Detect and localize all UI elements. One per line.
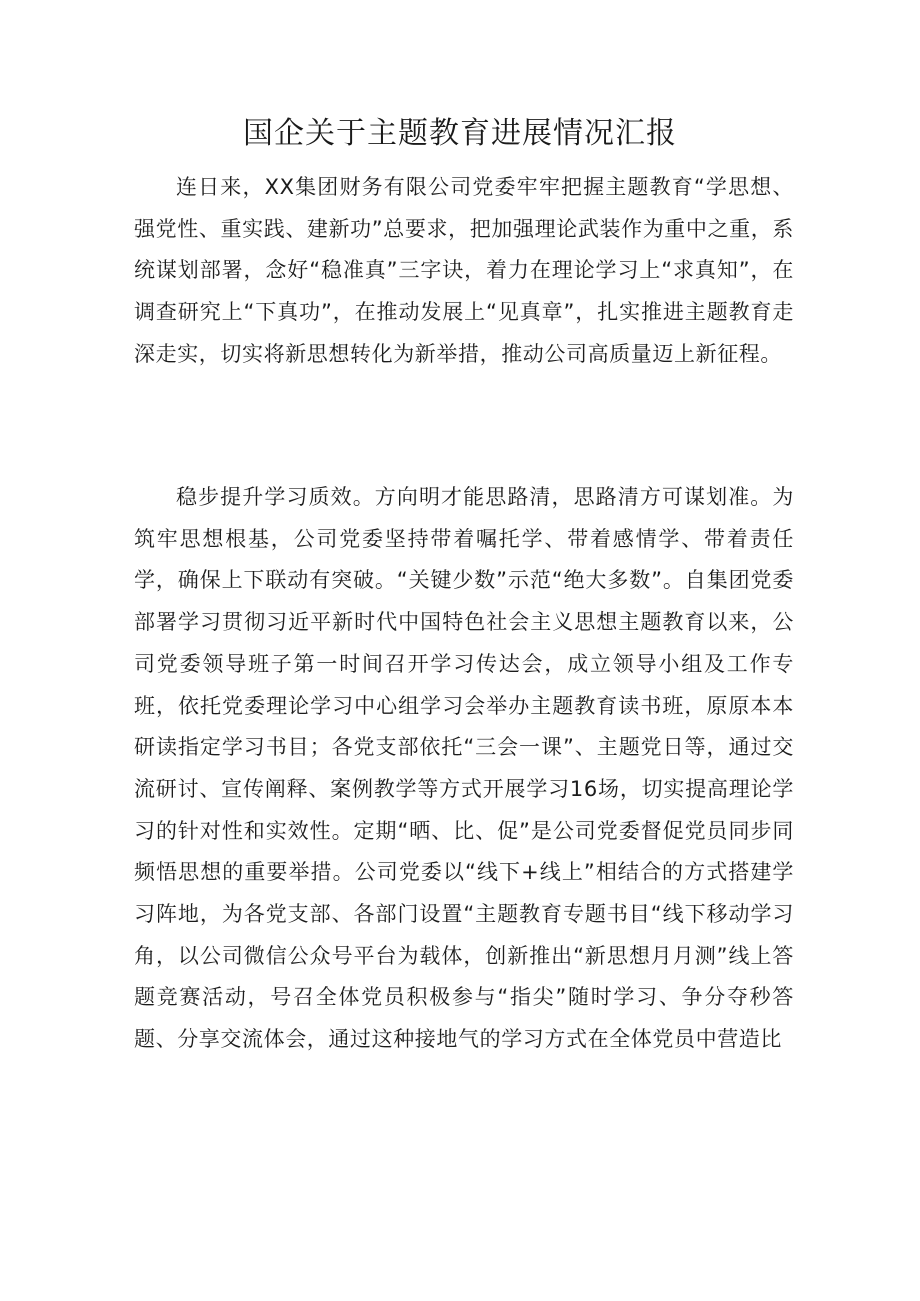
paragraph-study-quality: 稳步提升学习质效。方向明才能思路清，思路清方可谋划准。为筑牢思想根基，公司党委坚持带着嘱托学、带着感情学、带着责任学，确保上下联动有突破。“关键少数”示范“绝大多数”。自集团党委部署学习贯彻习近平新时代中国特色社会主义思想主题教育以来，公司党委领导班子第一时间召开学习传达会，成立领导小组及工作专班，依托党委理论学习中心组学习会举办主题教育读书班，原原本本研读指定学习书目；各党支部依托“三会一课”、主题党日等，通过交流研讨、宣传阐释、案例教学等方式开展学习16场，切实提高理论学习的针对性和实效性。定期“晒、比、促”是公司党委督促党员同步同频悟思想的重要举措。公司党委以“线下+线上”相结合的方式搭建学习阵地，为各党支部、各部门设置“主题教育专题书目“线下移动学习角，以公司微信公众号平台为载体，创新推出“新思想月月测”线上答题竞赛活动，号召全体党员积极参与“指尖”随时学习、争分夺秒答题、分享交流体会，通过这种接地气的学习方式在全体党员中营造比 <box>134 485 794 1052</box>
paragraph-intro: 连日来，XX集团财务有限公司党委牢牢把握主题教育“学思想、强党性、重实践、建新功”总要求，把加强理论武装作为重中之重，系统谋划部署，念好“稳准真”三字诀，着力在理论学习上“求真知”，在调查研究上“下真功”，在推动发展上“见真章”，扎实推进主题教育走深走实，切实将新思想转化为新举措，推动公司高质量迈上新征程。 <box>134 175 794 366</box>
document-title: 国企关于主题教育进展情况汇报 <box>243 116 677 151</box>
